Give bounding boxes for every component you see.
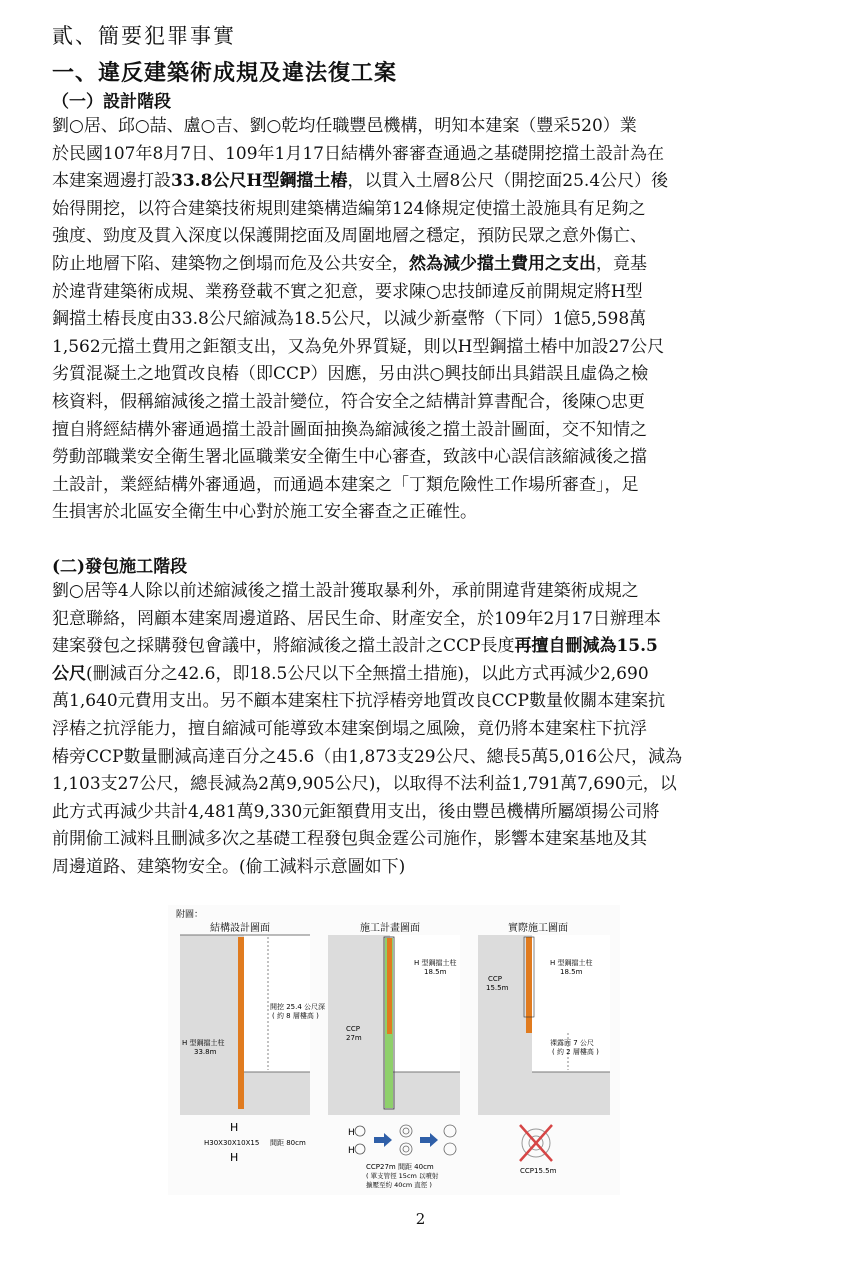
text-line <box>52 223 792 251</box>
p2-note: CCP27m 間距 40cm <box>366 1163 434 1171</box>
p1-section: H30X30X10X15 <box>204 1139 260 1147</box>
text-span: ，以貫入土層8公尺（開挖面25.4公尺）後 <box>347 171 669 192</box>
text-span: 周邊道路、建築物安全。(偷工減料示意圖如下) <box>52 856 406 877</box>
p2-note-3: 擴壓至約 40cm 直徑 ) <box>366 1181 432 1189</box>
text-span: 浮樁之抗浮能力，擅自縮減可能導致本建案倒塌之風險，竟仍將本建案柱下抗浮 <box>52 718 647 739</box>
p1-depth-label-2: ( 約 8 層樓高 ) <box>272 1012 319 1020</box>
text-line <box>52 444 792 472</box>
section-heading: 貳、簡要犯罪事實 <box>52 24 236 48</box>
text-span: 萬1,640元費用支出。另不顧本建案柱下抗浮樁旁地質改良CCP數量攸關本建案抗 <box>52 691 666 712</box>
text-line <box>52 306 792 334</box>
text-line <box>52 578 792 606</box>
p1-spacing: 間距 80cm <box>270 1139 306 1147</box>
text-line <box>52 113 792 141</box>
subsection-title-construction: (二)發包施工階段 <box>52 557 188 577</box>
paragraph-design-stage <box>52 113 792 527</box>
emphasis-text: 公尺 <box>52 663 86 684</box>
text-span: (刪減百分之42.6，即18.5公尺以下全無擋土措施)，以此方式再減少2,690 <box>86 663 649 684</box>
emphasis-text: 再擅自刪減為15.5 <box>514 636 658 657</box>
text-span: 本建案週邊打設 <box>52 171 171 192</box>
text-line <box>52 361 792 389</box>
text-line <box>52 499 792 527</box>
h-section-icon: H <box>230 1121 239 1134</box>
text-line <box>52 716 792 744</box>
text-span: 鋼擋土樁長度由33.8公尺縮減為18.5公尺，以減少新臺幣（下同）1億5,598萬 <box>52 309 647 330</box>
p2-pile-length: 18.5m <box>424 968 447 976</box>
emphasis-text: 33.8公尺H型鋼擋土樁 <box>171 171 348 192</box>
text-span: 於民國107年8月7日、109年1月17日結構外審審查通過之基礎開挖擋土設計為在 <box>52 143 664 164</box>
p3-pile-length: 18.5m <box>560 968 583 976</box>
steel-pile-18-5m <box>387 938 392 1034</box>
steel-pile-33-8m <box>238 937 244 1109</box>
text-span: 建案發包之採購發包會議中，將縮減後之擋土設計之CCP長度 <box>52 636 515 657</box>
text-span: 防止地層下陷、建築物之倒塌而危及公共安全， <box>52 253 409 274</box>
text-span: 樁旁CCP數量刪減高達百分之45.6（由1,873支29公尺、總長5萬5,016公尺，減為 <box>52 746 683 767</box>
text-line <box>52 389 792 417</box>
text-line <box>52 606 792 634</box>
text-line <box>52 688 792 716</box>
p2-ccp-length: 27m <box>346 1034 362 1042</box>
text-line <box>52 168 792 196</box>
text-line <box>52 417 792 445</box>
text-line <box>52 334 792 362</box>
p2-ccp-label: CCP <box>346 1025 360 1033</box>
shortcut-diagram <box>168 905 620 1195</box>
p2-pile-label: H 型鋼擋土柱 <box>414 959 457 967</box>
panel1-title: 結構設計圖面 <box>210 923 270 934</box>
p3-ccp-length: 15.5m <box>486 984 509 992</box>
h-section-icon-4: H <box>348 1146 355 1156</box>
text-line <box>52 826 792 854</box>
text-span: 強度、勁度及貫入深度以保護開挖面及周圍地層之穩定，預防民眾之意外傷亡、 <box>52 226 647 247</box>
text-line <box>52 279 792 307</box>
text-line <box>52 196 792 224</box>
text-line <box>52 854 792 882</box>
text-line <box>52 744 792 772</box>
diagram-svg <box>168 905 620 1195</box>
text-line <box>52 633 792 661</box>
text-span: 始得開挖，以符合建築技術規則建築構造編第124條規定使擋土設施具有足夠之 <box>52 198 646 219</box>
case-heading: 一、違反建築術成規及違法復工案 <box>52 60 398 86</box>
text-span: 於違背建築術成規、業務登載不實之犯意，要求陳○忠技師違反前開規定將H型 <box>52 281 643 302</box>
p3-ccp-label: CCP <box>488 975 502 983</box>
text-span: 犯意聯絡，罔顧本建案周邊道路、居民生命、財產安全，於109年2月17日辦理本 <box>52 608 661 629</box>
emphasis-text: 然為減少擋土費用之支出 <box>409 253 596 274</box>
text-span: 勞動部職業安全衛生署北區職業安全衛生中心審查，致該中心誤信該縮減後之擋 <box>52 447 647 468</box>
panel3-title: 實際施工圖面 <box>508 923 568 934</box>
text-span: 1,103支27公尺，總長減為2萬9,905公尺)，以取得不法利益1,791萬7,690元，以 <box>52 774 677 795</box>
text-line <box>52 661 792 689</box>
text-span: 核資料，假稱縮減後之擋土設計變位，符合安全之結構計算書配合，後陳○忠更 <box>52 391 645 412</box>
p3-gap-label-2: ( 約 2 層樓高 ) <box>552 1048 599 1056</box>
text-line <box>52 799 792 827</box>
figure-caption: 附圖： <box>176 910 204 920</box>
p3-gap-label: 裸露面 7 公尺 <box>550 1039 594 1047</box>
text-span: 劣質混凝土之地質改良樁（即CCP）因應，另由洪○興技師出具錯誤且虛偽之檢 <box>52 364 649 385</box>
text-span: ，竟基 <box>596 253 647 274</box>
text-span: 擅自將經結構外審通過擋土設計圖面抽換為縮減後之擋土設計圖面，交不知情之 <box>52 419 647 440</box>
p1-pile-length: 33.8m <box>194 1048 217 1056</box>
text-line <box>52 472 792 500</box>
text-span: 生損害於北區安全衛生中心對於施工安全審查之正確性。 <box>52 502 477 523</box>
text-span: 此方式再減少共計4,481萬9,330元鉅額費用支出，後由豐邑機構所屬頌揚公司將 <box>52 801 660 822</box>
text-span: 前開偷工減料且刪減多次之基礎工程發包與金霆公司施作，影響本建案基地及其 <box>52 829 647 850</box>
text-span: 土設計，業經結構外審通過，而通過本建案之「丁類危險性工作場所審查」，足 <box>52 474 639 495</box>
page-number: 2 <box>415 1210 426 1228</box>
text-span: 1,562元擋土費用之鉅額支出，又為免外界質疑，則以H型鋼擋土樁中加設27公尺 <box>52 336 665 357</box>
text-line <box>52 251 792 279</box>
text-line <box>52 771 792 799</box>
p3-note: CCP15.5m <box>520 1167 557 1175</box>
h-section-icon-3: H <box>348 1128 355 1138</box>
h-section-icon-2: H <box>230 1151 239 1164</box>
steel-pile-18-5m-actual <box>526 937 532 1033</box>
p1-pile-label: H 型鋼擋土柱 <box>182 1039 225 1047</box>
text-span: 劉○居等4人除以前述縮減後之擋土設計獲取暴利外，承前開違背建築術成規之 <box>52 581 639 601</box>
p2-note-2: ( 單支管徑 15cm 以噴射 <box>366 1172 439 1180</box>
subsection-title-design: （一）設計階段 <box>52 92 171 112</box>
text-line <box>52 141 792 169</box>
paragraph-construction-stage <box>52 578 792 882</box>
p1-depth-label: 開挖 25.4 公尺深 <box>270 1003 326 1011</box>
panel2-title: 施工計畫圖面 <box>360 923 420 934</box>
text-span: 劉○居、邱○喆、盧○吉、劉○乾均任職豐邑機構，明知本建案（豐采520）業 <box>52 116 637 136</box>
p3-pile-label: H 型鋼擋土柱 <box>550 959 593 967</box>
